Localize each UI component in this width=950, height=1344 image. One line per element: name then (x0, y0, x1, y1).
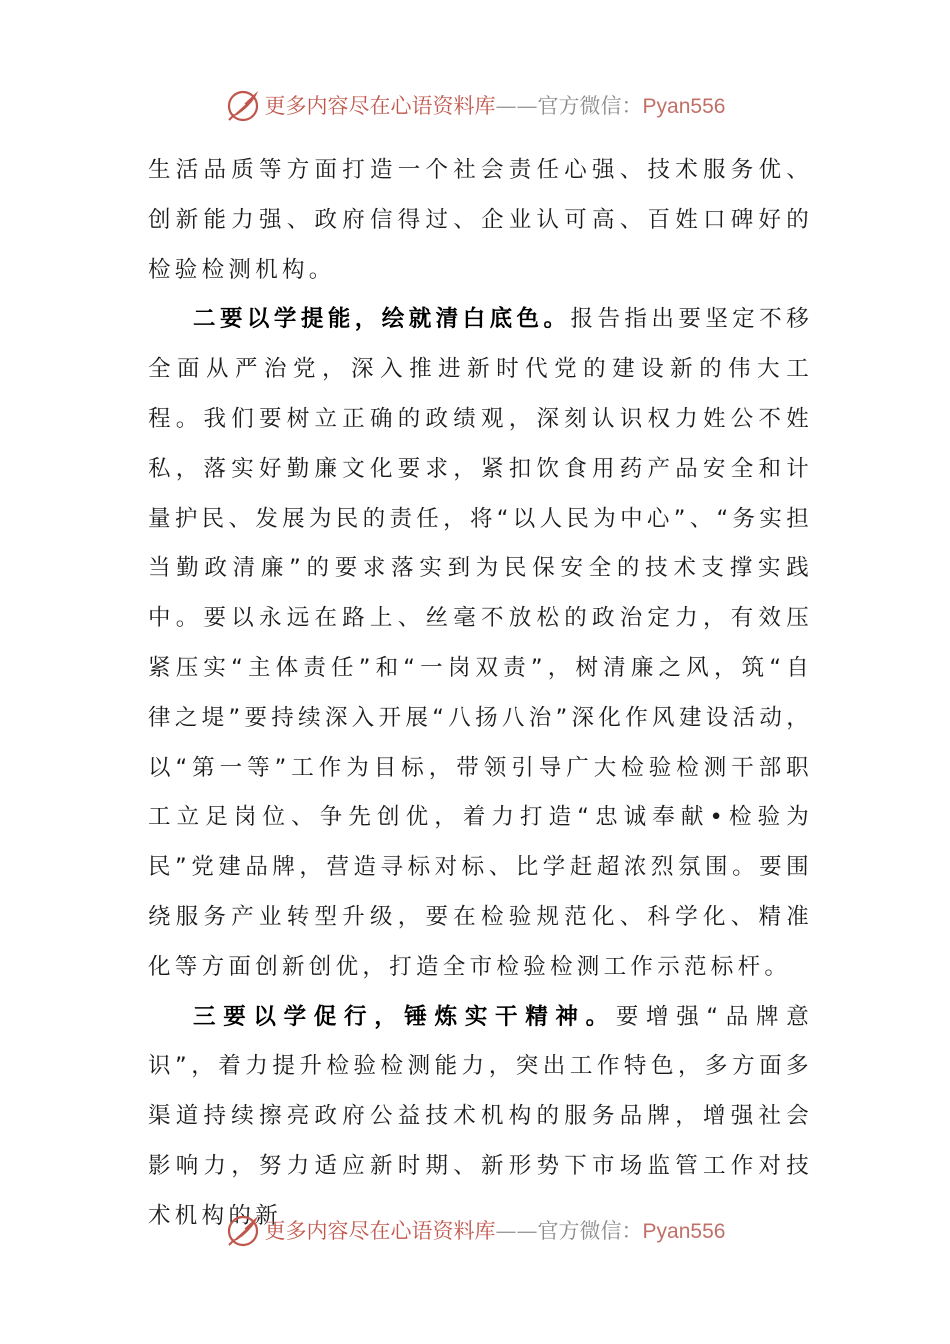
footer-banner (0, 1205, 950, 1255)
banner-wechat-id: Pyan556 (642, 95, 726, 118)
paragraph-lead: 二要以学提能，绘就清白底色。 (193, 306, 571, 333)
paragraph-text: 要增强“品牌意识”，着力提升检验检测能力，突出工作特色，多方面多渠道持续擦亮政府公益技术机构的服务品牌，增强社会影响力，努力适应新时期、新形势下市场监管工作对技术机构的新 (148, 1003, 813, 1229)
banner-wechat-id: Pyan556 (642, 1220, 726, 1243)
quill-pen-logo-icon (225, 87, 261, 123)
banner-dash: —— (495, 94, 538, 118)
paragraph-1 (148, 146, 813, 295)
banner-wechat-label: 官方微信： (537, 1219, 643, 1243)
paragraph-text: 报告指出要坚定不移全面从严治党，深入推进新时代党的建设新的伟大工程。我们要树立正确的政绩观，深刻认识权力姓公不姓私，落实好勤廉文化要求，紧扣饮食用药产品安全和计量护民、发展为民的责任，将“以人民为中心”、“务实担当勤政清廉”的要求落实到为民保安全的技术支撑实践中。要以永远在路上、丝毫不放松的政治定力，有效压紧压实“主体责任”和“一岗双责”，树清廉之风，筑“自律之堤”要持续深入开展“八扬八治”深化作风建设活动，以“第一等”工作为目标，带领引导广大检验检测干部职工立足岗位、争先创优，着力打造“忠诚奉献•检验为民”党建品牌，营造寻标对标、比学赶超浓烈氛围。要围绕服务产业转型升级，要在检验规范化、科学化、精准化等方面创新创优，打造全市检验检测工作示范标杆。 (148, 306, 814, 980)
banner-brand-text: 更多内容尽在心语资料库 (264, 1219, 496, 1243)
paragraph-lead: 三要以学促行，锤炼实干精神。 (193, 1003, 616, 1030)
banner-dash: —— (495, 1219, 538, 1243)
banner-wechat-label: 官方微信： (537, 94, 643, 118)
header-banner (0, 80, 950, 130)
banner-text (265, 90, 726, 120)
paragraph-2 (148, 295, 813, 992)
document-body (148, 146, 813, 1242)
paragraph-text: 生活品质等方面打造一个社会责任心强、技术服务优、创新能力强、政府信得过、企业认可高、百姓口碑好的检验检测机构。 (148, 157, 813, 283)
banner-brand-text: 更多内容尽在心语资料库 (264, 94, 496, 118)
banner-text (265, 1215, 726, 1245)
quill-pen-logo-icon (225, 1212, 261, 1248)
